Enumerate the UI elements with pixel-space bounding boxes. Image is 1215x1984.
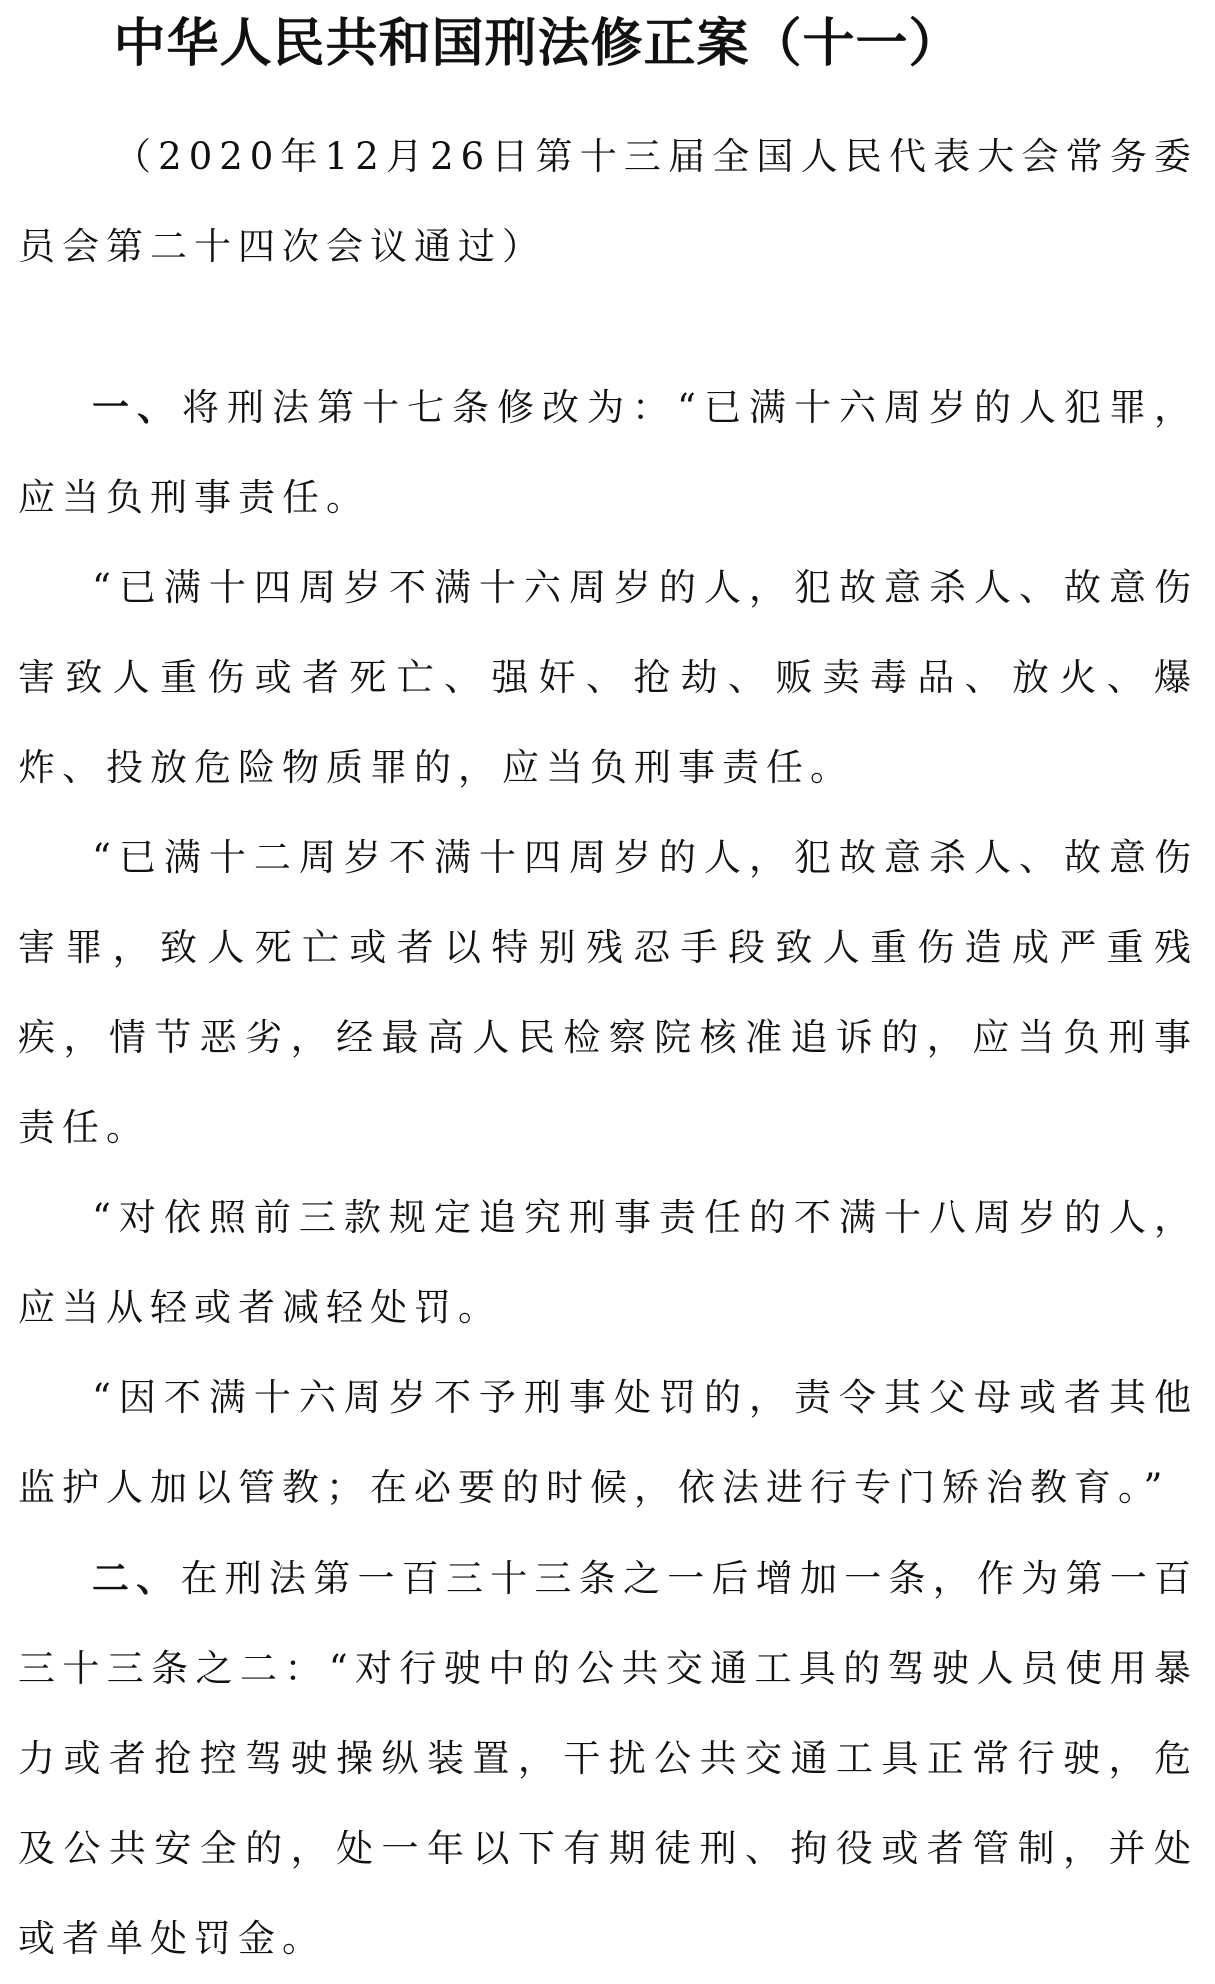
paragraph-text: “对依照前三款规定追究刑事责任的不满十八周岁的人，应当从轻或者减轻处罚。 [18,1196,1198,1329]
article-paragraph-3 [18,813,1198,1173]
paragraph-text: 在刑法第一百三十三条之一后增加一条，作为第一百三十三条之二：“对行驶中的公共交通工具的驾驶人员使用暴力或者抢控驾驶操纵装置，干扰公共交通工具正常行驶，危及公共安全的，处一年以下有期徒刑、拘役或者管制，并处或者单处罚金。 [18,1557,1198,1960]
article-paragraph-4 [18,1173,1198,1353]
blank-line [18,292,1198,362]
document-title-text: 中华人民共和国刑法修正案（十一） [113,13,962,74]
item-number: 二、 [92,1556,181,1600]
article-paragraph-6 [18,1533,1198,1984]
item-number: 一、 [92,385,183,429]
document-body [18,112,1198,1984]
article-paragraph-2 [18,543,1198,813]
paragraph-text: “已满十四周岁不满十六周岁的人，犯故意杀人、故意伤害致人重伤或者死亡、强奸、抢劫、贩卖毒品、放火、爆炸、投放危险物质罪的，应当负刑事责任。 [18,566,1198,789]
paragraph-text: 将刑法第十七条修改为：“已满十六周岁的人犯罪，应当负刑事责任。 [18,386,1199,519]
document-subtitle: （2020年12月26日第十三届全国人民代表大会常务委员会第二十四次会议通过） [18,135,1198,268]
article-paragraph-1 [18,362,1198,543]
paragraph-text: “已满十二周岁不满十四周岁的人，犯故意杀人、故意伤害罪，致人死亡或者以特别残忍手段致人重伤造成严重残疾，情节恶劣，经最高人民检察院核准追诉的，应当负刑事责任。 [18,836,1198,1149]
document-title [0,8,1215,80]
article-paragraph-5 [18,1353,1198,1533]
paragraph-text: “因不满十六周岁不予刑事处罚的，责令其父母或者其他监护人加以管教；在必要的时候，依法进行专门矫治教育。” [18,1376,1198,1509]
